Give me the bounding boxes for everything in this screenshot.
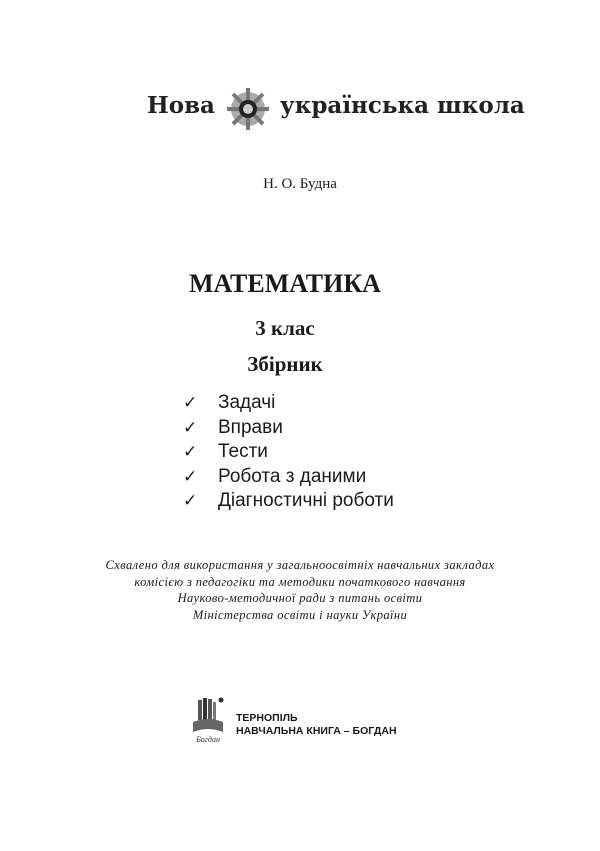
list-item — [183, 416, 394, 441]
list-item — [183, 440, 394, 465]
approval-note — [0, 557, 600, 624]
approval-line: Схвалено для використання у загальноосвітніх навчальних закладах — [105, 558, 495, 572]
series-word-2: українська школа — [280, 92, 525, 119]
approval-line: комісією з педагогіки та методики початкового навчання — [134, 574, 466, 589]
book-type: Збірник — [247, 352, 323, 376]
check-icon: ✓ — [183, 442, 198, 463]
check-icon: ✓ — [183, 466, 198, 487]
check-icon: ✓ — [183, 417, 198, 438]
check-icon: ✓ — [183, 491, 198, 512]
approval-line: Міністерства освіти і науки України — [192, 608, 408, 623]
publisher-info — [236, 712, 397, 738]
list-item-label: Задачі — [218, 392, 276, 414]
list-item-label: Робота з даними — [218, 465, 367, 487]
series-logo — [0, 88, 600, 128]
list-item — [183, 489, 394, 514]
grade: 3 клас — [255, 316, 315, 340]
publisher-name: НАВЧАЛЬНА КНИГА – БОГДАН — [236, 725, 397, 737]
series-word-1: Нова — [147, 92, 215, 119]
list-item-label: Діагностичні роботи — [218, 490, 394, 512]
contents-list — [183, 391, 394, 514]
list-item-label: Вправи — [218, 416, 283, 438]
svg-text:Богдан: Богдан — [196, 735, 220, 744]
publisher-city: ТЕРНОПІЛЬ — [236, 712, 298, 724]
publisher-logo-icon — [190, 696, 226, 744]
book-title: МАТЕМАТИКА — [189, 269, 381, 298]
approval-line: Науково-методичної ради з питань освіти — [177, 591, 423, 606]
author: Н. О. Будна — [263, 176, 337, 192]
list-item — [183, 465, 394, 490]
list-item-label: Тести — [218, 441, 268, 463]
check-icon: ✓ — [183, 393, 198, 414]
sun-emblem-icon — [218, 88, 278, 130]
list-item — [183, 391, 394, 416]
